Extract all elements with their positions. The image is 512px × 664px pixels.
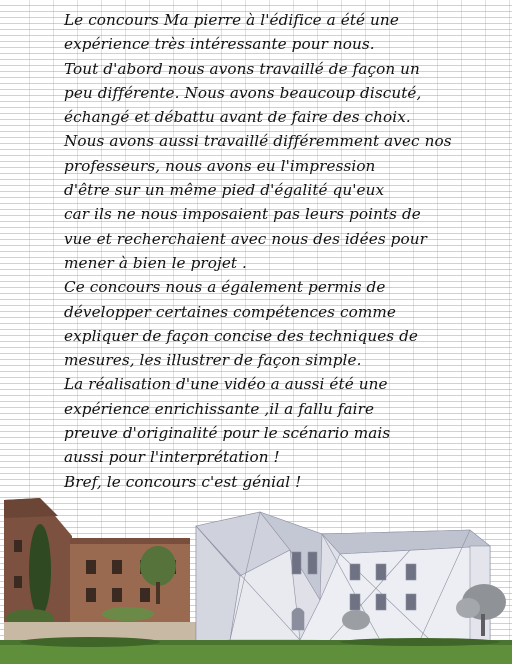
chateau-illustration [0, 490, 512, 664]
letter-line: d'être sur un même pied d'égalité qu'eux [64, 181, 385, 200]
letter-line: Le concours Ma pierre à l'édifice a été une [64, 11, 399, 29]
letter-line: professeurs, nous avons eu l'impression [64, 156, 376, 175]
letter-line: aussi pour l'interprétation ! [64, 448, 280, 467]
chateau-collage [0, 490, 512, 664]
letter-line: Nous avons aussi travaillé différemment avec nos [64, 132, 452, 151]
letter-line: car ils ne nous imposaient pas leurs points de [64, 205, 421, 224]
letter-line: Ce concours nous a également permis de [64, 278, 386, 297]
margin-line [30, 0, 31, 520]
letter-line: échangé et débattu avant de faire des choix. [64, 108, 411, 127]
letter-line: La réalisation d'une vidéo a aussi été une [64, 375, 388, 394]
letter-line: Tout d'abord nous avons travaillé de façon un [64, 59, 420, 78]
handwritten-letter [64, 8, 500, 494]
letter-line: expliquer de façon concise des techniques de [64, 326, 419, 345]
letter-line: peu différente. Nous avons beaucoup discuté, [64, 83, 422, 102]
letter-line: mener à bien le projet . [64, 253, 247, 272]
letter-line: expérience enrichissante ,il a fallu faire [64, 399, 375, 418]
letter-line: preuve d'originalité pour le scénario mais [64, 424, 391, 443]
letter-line: vue et recherchaient avec nous des idées pour [64, 229, 427, 248]
letter-line: mesures, les illustrer de façon simple. [64, 351, 362, 370]
letter-line: Bref, le concours c'est génial ! [64, 472, 302, 491]
letter-line: expérience très intéressante pour nous. [64, 35, 375, 54]
letter-line: développer certaines compétences comme [64, 302, 396, 321]
